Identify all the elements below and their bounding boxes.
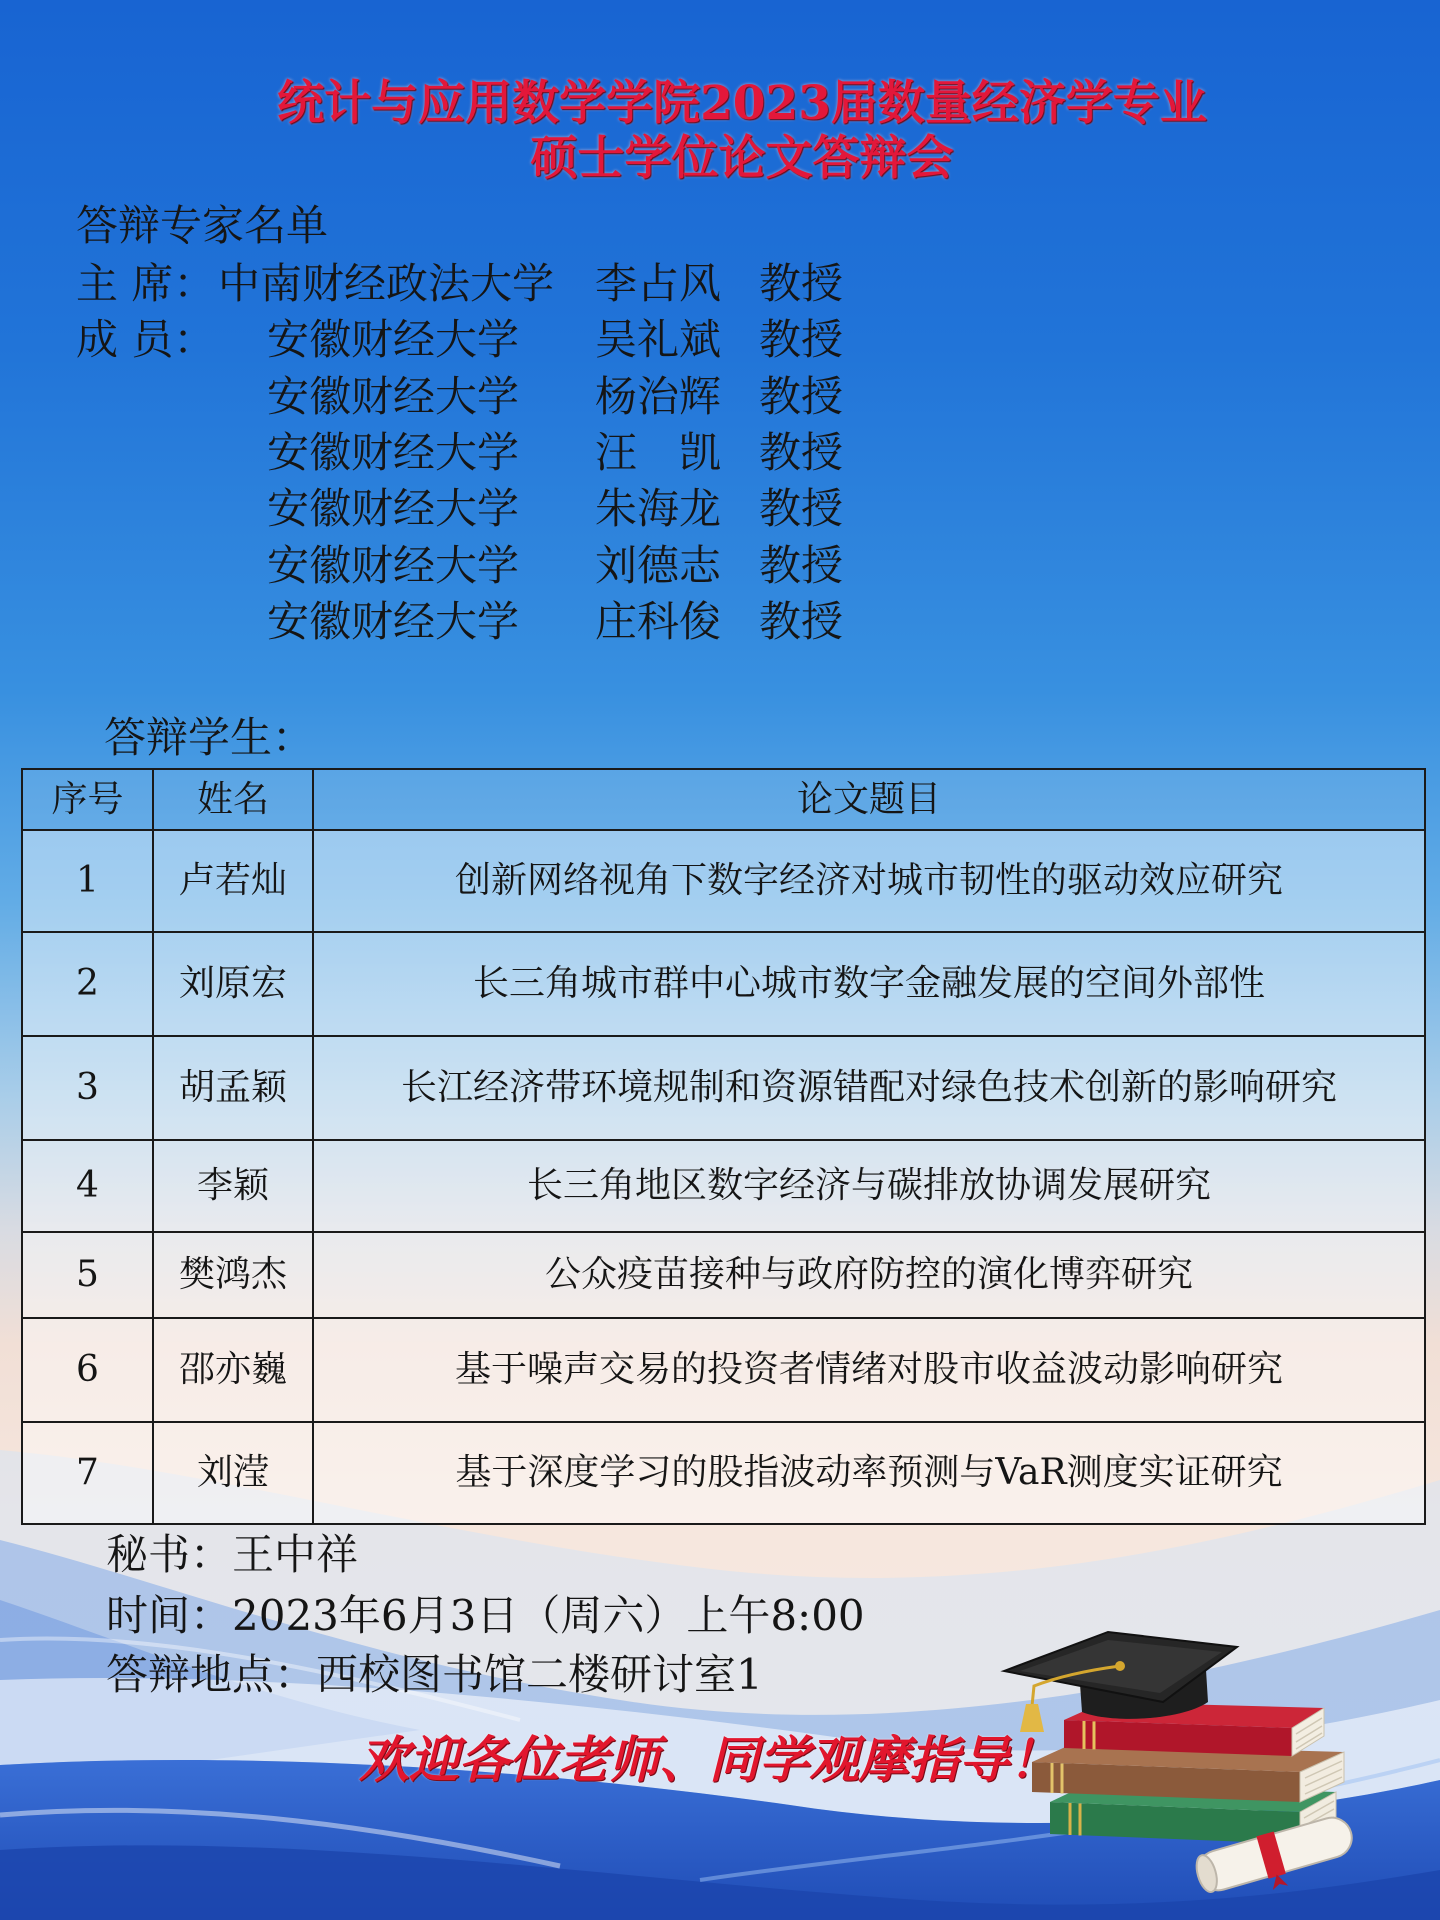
expert-name: 汪 凯 <box>595 428 722 477</box>
row-number: 5 <box>22 1232 153 1318</box>
table-row <box>22 1232 1425 1318</box>
students-heading: 答辩学生： <box>104 713 315 762</box>
expert-name: 李占风 <box>595 259 722 308</box>
expert-organization: 安徽财经大学 <box>267 597 520 646</box>
expert-row-member <box>0 597 1440 647</box>
expert-title: 教授 <box>759 484 844 533</box>
students-table <box>21 768 1426 1525</box>
thesis-title: 长三角城市群中心城市数字金融发展的空间外部性 <box>313 932 1425 1036</box>
expert-organization: 安徽财经大学 <box>267 541 520 590</box>
expert-organization: 安徽财经大学 <box>267 372 520 421</box>
expert-name: 杨治辉 <box>595 372 722 421</box>
expert-organization: 中南财经政法大学 <box>218 259 555 308</box>
welcome-message: 欢迎各位老师、同学观摩指导！ <box>359 1730 1059 1789</box>
expert-row-member <box>0 428 1440 478</box>
expert-organization: 安徽财经大学 <box>267 315 520 364</box>
expert-title: 教授 <box>759 597 844 646</box>
expert-title: 教授 <box>759 541 844 590</box>
student-name: 卢若灿 <box>153 830 313 932</box>
expert-row-member <box>0 315 1440 365</box>
student-name: 刘滢 <box>153 1422 313 1524</box>
table-row <box>22 1036 1425 1140</box>
row-number: 4 <box>22 1140 153 1232</box>
thesis-title: 长江经济带环境规制和资源错配对绿色技术创新的影响研究 <box>313 1036 1425 1140</box>
thesis-title: 基于深度学习的股指波动率预测与VaR测度实证研究 <box>313 1422 1425 1524</box>
expert-row-member <box>0 484 1440 534</box>
thesis-title: 基于噪声交易的投资者情绪对股市收益波动影响研究 <box>313 1318 1425 1422</box>
table-header-row <box>22 769 1425 830</box>
row-number: 6 <box>22 1318 153 1422</box>
experts-heading: 答辩专家名单 <box>76 201 329 250</box>
row-number: 2 <box>22 932 153 1036</box>
expert-title: 教授 <box>759 315 844 364</box>
expert-organization: 安徽财经大学 <box>267 428 520 477</box>
table-row <box>22 1318 1425 1422</box>
time-line: 时间：2023年6月3日（周六）上午8:00 <box>106 1591 865 1640</box>
poster-title-line-2: 硕士学位论文答辩会 <box>530 131 954 186</box>
expert-title: 教授 <box>759 372 844 421</box>
expert-name: 庄科俊 <box>595 597 722 646</box>
column-header-thesis: 论文题目 <box>313 769 1425 830</box>
expert-title: 教授 <box>759 259 844 308</box>
row-number: 1 <box>22 830 153 932</box>
thesis-title: 公众疫苗接种与政府防控的演化博弈研究 <box>313 1232 1425 1318</box>
expert-row-chair <box>0 259 1440 309</box>
row-number: 3 <box>22 1036 153 1140</box>
thesis-title: 创新网络视角下数字经济对城市韧性的驱动效应研究 <box>313 830 1425 932</box>
table-row <box>22 1140 1425 1232</box>
student-name: 刘原宏 <box>153 932 313 1036</box>
expert-name: 吴礼斌 <box>595 315 722 364</box>
expert-row-member <box>0 541 1440 591</box>
poster-title-line-1: 统计与应用数学学院2023届数量经济学专业 <box>277 76 1207 131</box>
column-header-number: 序号 <box>22 769 153 830</box>
expert-name: 朱海龙 <box>595 484 722 533</box>
student-name: 李颖 <box>153 1140 313 1232</box>
expert-organization: 安徽财经大学 <box>267 484 520 533</box>
thesis-title: 长三角地区数字经济与碳排放协调发展研究 <box>313 1140 1425 1232</box>
table-row <box>22 830 1425 932</box>
expert-title: 教授 <box>759 428 844 477</box>
secretary-line: 秘书：王中祥 <box>106 1530 359 1579</box>
student-name: 樊鸿杰 <box>153 1232 313 1318</box>
chair-label: 主 席： <box>76 259 216 308</box>
expert-name: 刘德志 <box>595 541 722 590</box>
student-name: 邵亦巍 <box>153 1318 313 1422</box>
expert-row-member <box>0 372 1440 422</box>
members-label: 成 员： <box>76 315 216 364</box>
column-header-name: 姓名 <box>153 769 313 830</box>
row-number: 7 <box>22 1422 153 1524</box>
student-name: 胡孟颖 <box>153 1036 313 1140</box>
location-line: 答辩地点：西校图书馆二楼研讨室1 <box>106 1650 763 1699</box>
table-row <box>22 1422 1425 1524</box>
table-row <box>22 932 1425 1036</box>
